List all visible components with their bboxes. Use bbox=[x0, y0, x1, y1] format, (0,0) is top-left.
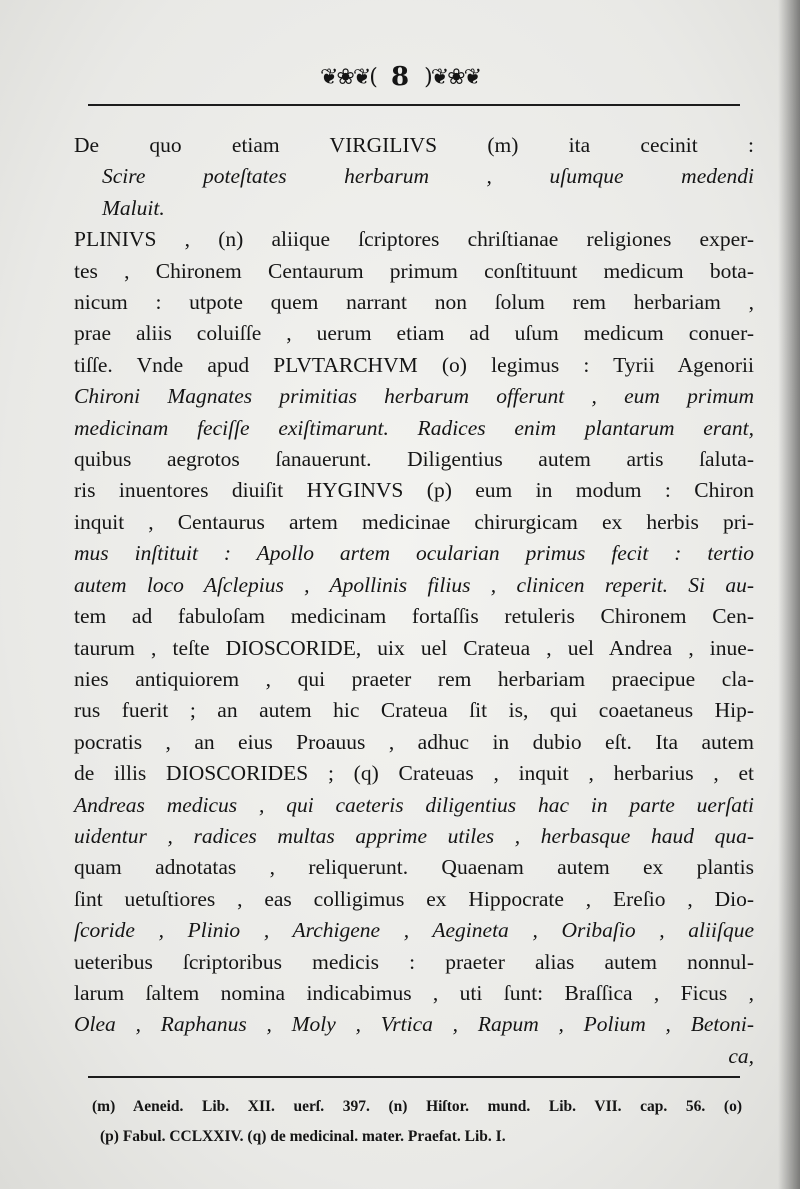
verse-line: Scire poteſtates herbarum , uſumque medendi bbox=[102, 164, 754, 189]
text-line: Chironi Magnates primitias herbarum offerunt , eum primum bbox=[74, 384, 754, 409]
text-line: tem ad fabuloſam medicinam fortaſſis retuleris Chironem Cen- bbox=[74, 604, 754, 629]
ornament-left-icon: ❦❀❦( bbox=[319, 64, 376, 90]
text-line: de illis DIOSCORIDES ; (q) Crateuas , inquit , herbarius , et bbox=[74, 761, 754, 786]
text-line: ſcoride , Plinio , Archigene , Aegineta , Oribaſio , aliiſque bbox=[74, 918, 754, 943]
text-line: pocratis , an eius Proauus , adhuc in dubio eſt. Ita autem bbox=[74, 729, 754, 754]
footnote-rule bbox=[88, 1076, 740, 1078]
ornament-right-icon: )❦❀❦ bbox=[424, 64, 481, 90]
page-number: 8 bbox=[390, 62, 410, 92]
footnote-line: (m) Aeneid. Lib. XII. uerſ. 397. (n) Hiſtor. mund. Lib. VII. cap. 56. (o) bbox=[92, 1098, 742, 1115]
text-line: nicum : utpote quem narrant non ſolum rem herbariam , bbox=[74, 290, 754, 315]
footnote-line: (p) Fabul. CCLXXIV. (q) de medicinal. mater. Praefat. Lib. I. bbox=[100, 1128, 506, 1145]
text-line: PLINIVS , (n) aliique ſcriptores chriſtianae religiones exper- bbox=[74, 227, 754, 252]
text-line: medicinam feciſſe exiſtimarunt. Radices enim plantarum erant, bbox=[74, 415, 754, 440]
text-line: uidentur , radices multas apprime utiles , herbasque haud qua- bbox=[74, 823, 754, 848]
text-line: Andreas medicus , qui caeteris diligentius hac in parte uerſati bbox=[74, 792, 754, 817]
page-header bbox=[0, 62, 800, 102]
text-line: taurum , teſte DIOSCORIDE, uix uel Crateua , uel Andrea , inue- bbox=[74, 635, 754, 660]
page-edge-shadow bbox=[778, 0, 800, 1189]
text-line: tiſſe. Vnde apud PLVTARCHVM (o) legimus : Tyrii Agenorii bbox=[74, 352, 754, 377]
text-line: tes , Chironem Centaurum primum conſtituunt medicum bota- bbox=[74, 258, 754, 283]
text-line: autem loco Aſclepius , Apollinis filius , clinicen reperit. Si au- bbox=[74, 572, 754, 597]
text-line: larum ſaltem nomina indicabimus , uti ſunt: Braſſica , Ficus , bbox=[74, 980, 754, 1005]
text-line: inquit , Centaurus artem medicinae chirurgicam ex herbis pri- bbox=[74, 509, 754, 534]
text-line: ueteribus ſcriptoribus medicis : praeter alias autem nonnul- bbox=[74, 949, 754, 974]
text-line: Olea , Raphanus , Moly , Vrtica , Rapum , Polium , Betoni- bbox=[74, 1012, 754, 1037]
text-line: mus inſtituit : Apollo artem ocularian primus fecit : tertio bbox=[74, 541, 754, 566]
catchword: ca, bbox=[728, 1043, 754, 1068]
text-line: ſint uetuſtiores , eas colligimus ex Hippocrate , Ereſio , Dio- bbox=[74, 886, 754, 911]
header-rule bbox=[88, 104, 740, 106]
main-text bbox=[74, 130, 754, 1072]
text-line: ris inuentores diuiſit HYGINVS (p) eum in modum : Chiron bbox=[74, 478, 754, 503]
text-line: quibus aegrotos ſanauerunt. Diligentius autem artis ſaluta- bbox=[74, 447, 754, 472]
text-line: nies antiquiorem , qui praeter rem herbariam praecipue cla- bbox=[74, 666, 754, 691]
verse-line: Maluit. bbox=[102, 195, 165, 220]
text-line: prae aliis coluiſſe , uerum etiam ad uſum medicum conuer- bbox=[74, 321, 754, 346]
footnotes bbox=[92, 1092, 742, 1152]
text-line: quam adnotatas , reliquerunt. Quaenam autem ex plantis bbox=[74, 855, 754, 880]
text-line: De quo etiam VIRGILIVS (m) ita cecinit : bbox=[74, 133, 754, 157]
text-line: rus fuerit ; an autem hic Crateua ſit is, qui coaetaneus Hip- bbox=[74, 698, 754, 723]
